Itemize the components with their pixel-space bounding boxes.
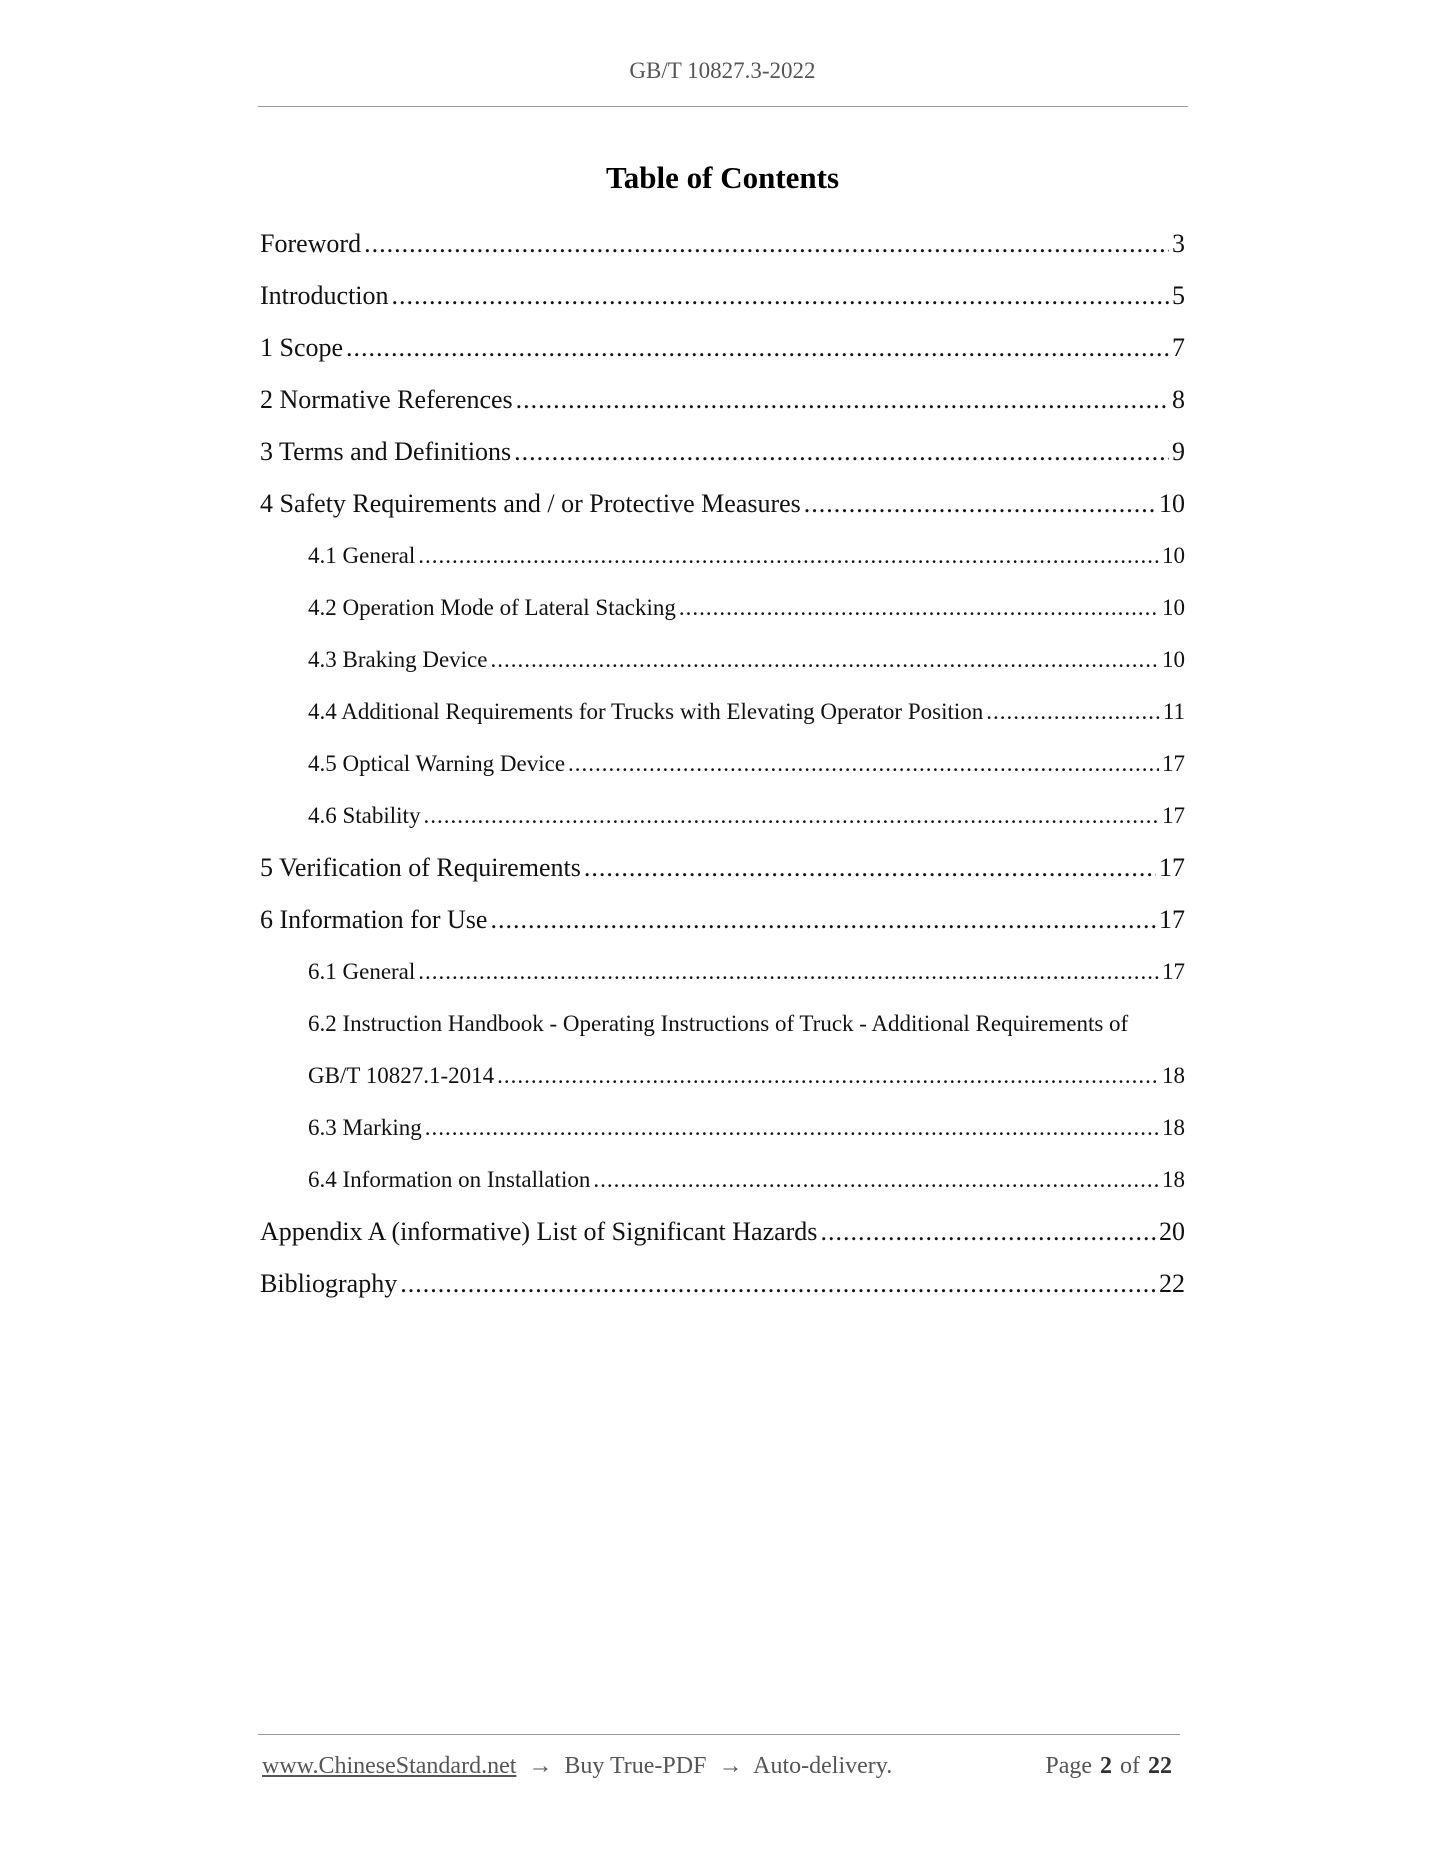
toc-entry-label: 5 Verification of Requirements	[260, 853, 581, 882]
toc-entry-4-5[interactable]	[260, 738, 1185, 790]
toc-entry-page: 22	[1159, 1269, 1185, 1298]
toc-entry-page: 18	[1162, 1063, 1185, 1088]
toc-entry-label: Introduction	[260, 281, 389, 310]
toc-entry-4-4[interactable]	[260, 686, 1185, 738]
toc-entry-page: 17	[1162, 751, 1185, 776]
page-word: Page	[1045, 1753, 1092, 1779]
toc-entry-6-2[interactable]	[260, 998, 1185, 1050]
toc-entry-verification[interactable]	[260, 842, 1185, 894]
dot-leader	[679, 582, 1159, 634]
toc-entry-label: 4.3 Braking Device	[308, 647, 488, 672]
toc-entry-page: 7	[1172, 333, 1185, 362]
dot-leader	[425, 1102, 1159, 1154]
toc-entry-page: 10	[1162, 543, 1185, 568]
dot-leader	[346, 322, 1169, 374]
toc-entry-page: 10	[1162, 647, 1185, 672]
dot-leader	[400, 1258, 1156, 1310]
toc-entry-page: 17	[1159, 905, 1185, 934]
dot-leader	[490, 894, 1156, 946]
dot-leader	[418, 946, 1159, 998]
toc-entry-page: 10	[1159, 489, 1185, 518]
toc-entry-scope[interactable]	[260, 322, 1185, 374]
toc-entry-6-3[interactable]	[260, 1102, 1185, 1154]
page-footer	[262, 1753, 1180, 1780]
toc-entry-page: 17	[1162, 803, 1185, 828]
toc-entry-label: 4.6 Stability	[308, 803, 421, 828]
toc-entry-4-2[interactable]	[260, 582, 1185, 634]
arrow-right-icon: →	[528, 1753, 553, 1779]
toc-entry-label: 1 Scope	[260, 333, 344, 362]
toc-entry-label: 6 Information for Use	[260, 905, 488, 934]
toc-entry-label: 4.1 General	[308, 543, 416, 568]
toc-entry-label: 4 Safety Requirements and / or Protective Measures	[260, 489, 801, 518]
toc-entry-label: 6.4 Information on Installation	[308, 1167, 591, 1192]
toc-entry-label: 4.5 Optical Warning Device	[308, 751, 566, 776]
of-word: of	[1120, 1753, 1140, 1779]
toc-entry-page: 3	[1172, 229, 1185, 258]
running-header: GB/T 10827.3-2022	[629, 58, 816, 83]
toc-entry-label: 4.2 Operation Mode of Lateral Stacking	[308, 595, 676, 620]
dot-leader	[516, 374, 1169, 426]
toc-title: Table of Contents	[605, 160, 840, 195]
toc-entry-terms-definitions[interactable]	[260, 426, 1185, 478]
table-of-contents	[260, 218, 1185, 1310]
toc-entry-6-4[interactable]	[260, 1154, 1185, 1206]
page-total: 22	[1148, 1753, 1172, 1779]
toc-entry-label: 6.3 Marking	[308, 1115, 422, 1140]
footer-promo	[262, 1753, 892, 1780]
dot-leader	[568, 738, 1159, 790]
toc-entry-foreword[interactable]	[260, 218, 1185, 270]
dot-leader	[423, 790, 1159, 842]
toc-entry-label-continuation: GB/T 10827.1-2014	[308, 1063, 495, 1088]
toc-entry-6-1[interactable]	[260, 946, 1185, 998]
toc-entry-page: 9	[1172, 437, 1185, 466]
toc-entry-page: 5	[1172, 281, 1185, 310]
toc-entry-label: Foreword	[260, 229, 362, 258]
dot-leader	[584, 842, 1156, 894]
toc-entry-label: 6.2 Instruction Handbook - Operating Instructions of Truck - Additional Requirements of	[308, 1011, 1129, 1036]
arrow-right-icon: →	[718, 1753, 743, 1779]
toc-entry-introduction[interactable]	[260, 270, 1185, 322]
toc-entry-page: 20	[1159, 1217, 1185, 1246]
dot-leader	[418, 530, 1159, 582]
toc-entry-label: 4.4 Additional Requirements for Trucks with Elevating Operator Position	[308, 699, 984, 724]
footer-divider	[258, 1734, 1180, 1735]
dot-leader	[490, 634, 1159, 686]
toc-entry-label: 6.1 General	[308, 959, 416, 984]
toc-entry-4-6[interactable]	[260, 790, 1185, 842]
toc-entry-label: Bibliography	[260, 1269, 398, 1298]
toc-entry-page: 11	[1162, 699, 1185, 724]
dot-leader	[364, 218, 1169, 270]
toc-entry-label: Appendix A (informative) List of Significant Hazards	[260, 1217, 818, 1246]
toc-entry-normative-references[interactable]	[260, 374, 1185, 426]
toc-entry-appendix-a[interactable]	[260, 1206, 1185, 1258]
dot-leader	[497, 1050, 1159, 1102]
toc-entry-page: 18	[1162, 1167, 1185, 1192]
dot-leader	[593, 1154, 1159, 1206]
toc-entry-6-2-continuation[interactable]	[260, 1050, 1185, 1102]
dot-leader	[820, 1206, 1156, 1258]
toc-entry-4-1[interactable]	[260, 530, 1185, 582]
buy-pdf-text: Buy True-PDF	[564, 1753, 707, 1779]
toc-entry-safety-requirements[interactable]	[260, 478, 1185, 530]
auto-delivery-text: Auto-delivery.	[753, 1753, 893, 1779]
toc-entry-page: 8	[1172, 385, 1185, 414]
dot-leader	[804, 478, 1156, 530]
toc-entry-label: 2 Normative References	[260, 385, 513, 414]
toc-entry-page: 17	[1162, 959, 1185, 984]
page-indicator	[1045, 1753, 1180, 1780]
page-number: 2	[1100, 1753, 1112, 1779]
toc-entry-bibliography[interactable]	[260, 1258, 1185, 1310]
dot-leader	[986, 686, 1160, 738]
site-link[interactable]: www.ChineseStandard.net	[262, 1753, 517, 1779]
toc-entry-4-3[interactable]	[260, 634, 1185, 686]
toc-entry-page: 17	[1159, 853, 1185, 882]
dot-leader	[392, 270, 1169, 322]
toc-entry-information-for-use[interactable]	[260, 894, 1185, 946]
toc-entry-page: 18	[1162, 1115, 1185, 1140]
toc-entry-page: 10	[1162, 595, 1185, 620]
header-divider	[258, 106, 1188, 107]
toc-entry-label: 3 Terms and Definitions	[260, 437, 512, 466]
dot-leader	[514, 426, 1169, 478]
